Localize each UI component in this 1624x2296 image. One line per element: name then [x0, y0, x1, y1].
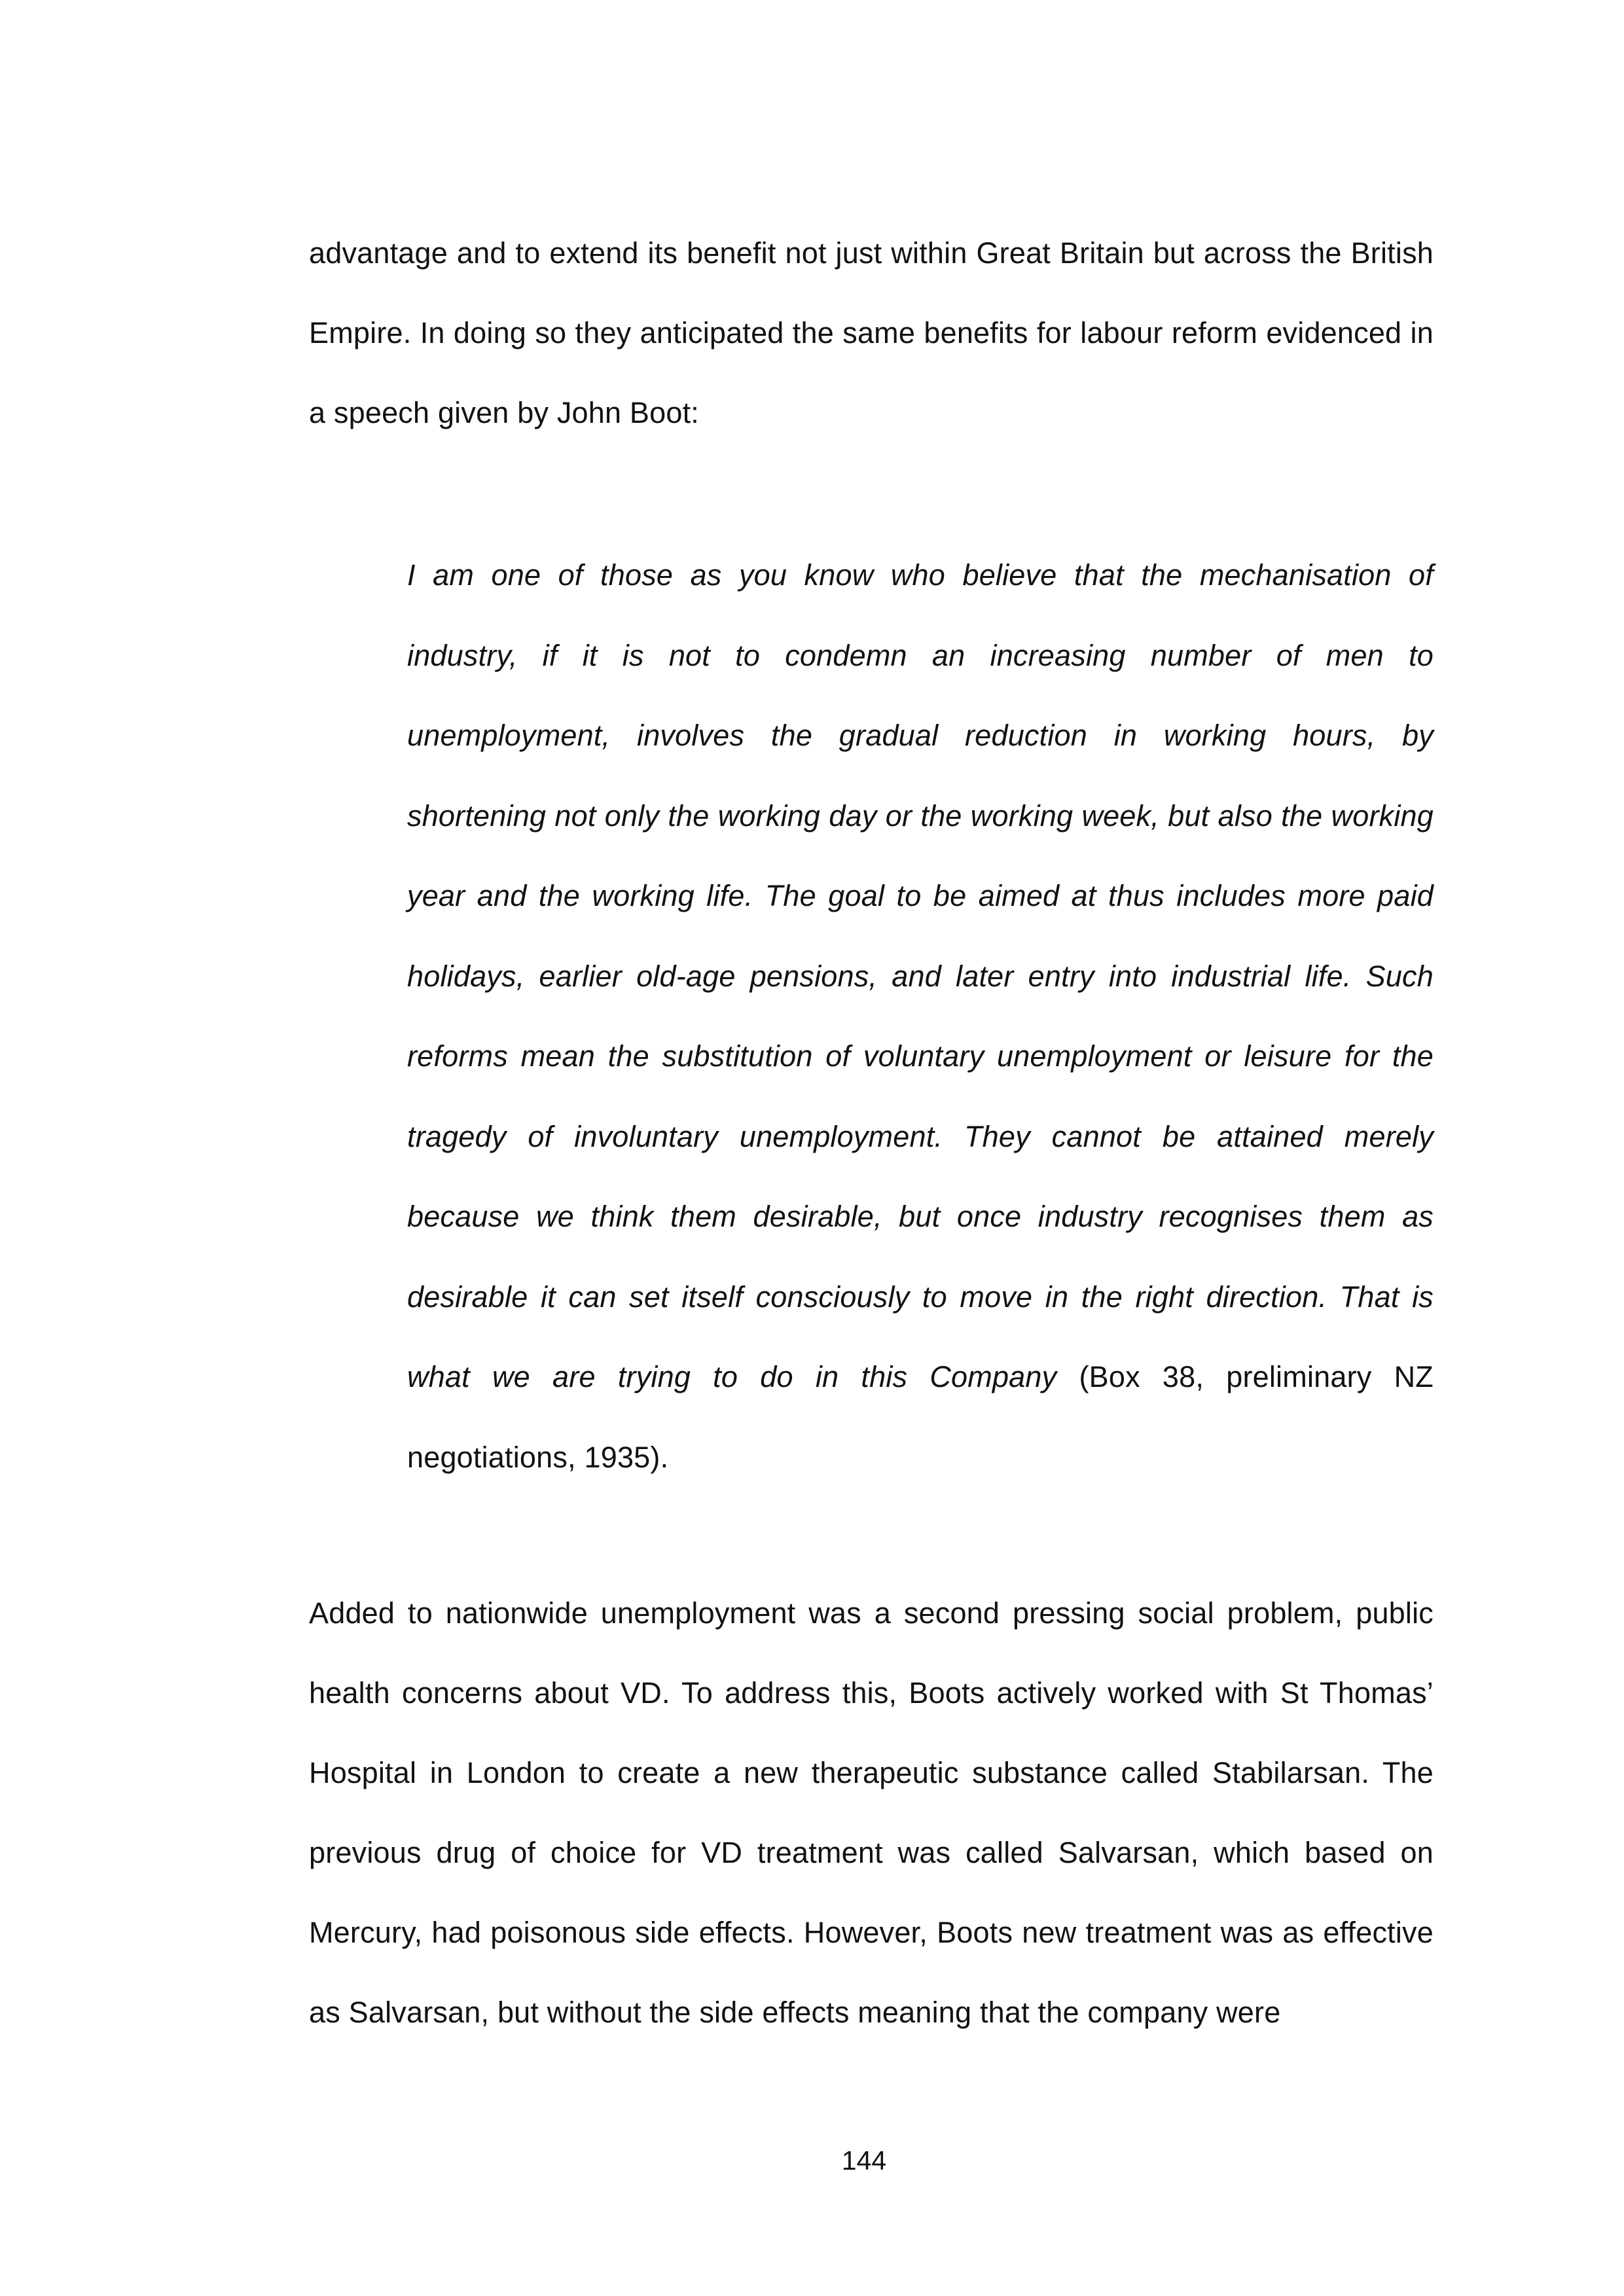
block-quote-citation: (Box 38, preliminary NZ negotiations, 1935). [407, 1360, 1434, 1474]
body-paragraph-intro: advantage and to extend its benefit not just within Great Britain but across the British Empire. In doing so they anticipated the same benefits for labour reform evidenced in a speech given by John Boot: [309, 236, 1434, 429]
block-quote [407, 535, 1434, 1498]
block-quote-text: I am one of those as you know who believe that the mechanisation of industry, if it is not to condemn an increasing number of men to unemployment, involves the gradual reduction in working hours, by shortening not only the working day or the working week, but also the working year and the working life. The goal to be aimed at thus includes more paid holidays, earlier old-age pensions, and later entry into industrial life. Such reforms mean the substitution of voluntary unemployment or leisure for the tragedy of involuntary unemployment. They cannot be attained merely because we think them desirable, but once industry recognises them as desirable it can set itself consciously to move in the right direction. That is what we are trying to do in this Company [407, 558, 1434, 1393]
page-number: 144 [841, 2145, 887, 2176]
body-paragraph-vd: Added to nationwide unemployment was a second pressing social problem, public health concerns about VD. To address this, Boots actively worked with St Thomas’ Hospital in London to create a new therapeutic substance called Stabilarsan. The previous drug of choice for VD treatment was called Salvarsan, which based on Mercury, had poisonous side effects. However, Boots new treatment was as effective as Salvarsan, but without the side effects meaning that the company were [309, 1596, 1434, 2029]
